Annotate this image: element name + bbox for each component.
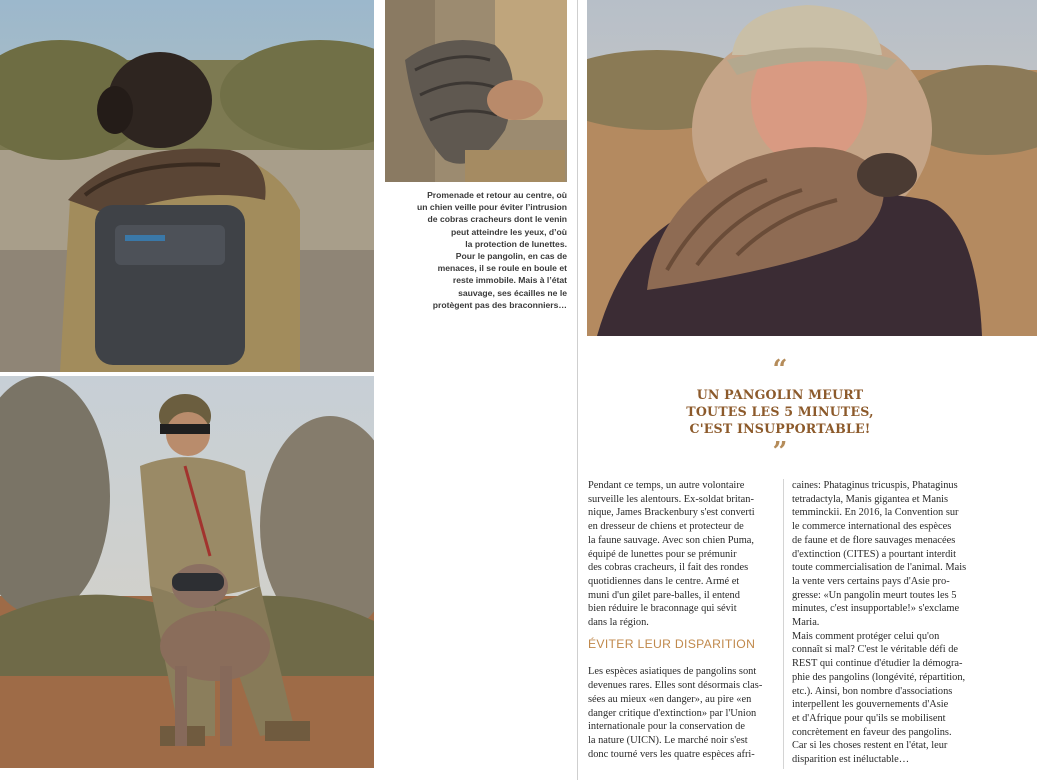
body-line: Les espèces asiatiques de pangolins sont [588,666,757,678]
body-line: nique, James Brackenbury s'est converti [588,507,755,519]
body-line: équipé de lunettes pour se prémunir [588,548,737,560]
body-line: et d'Afrique pour qu'ils se mobilisent [792,712,946,724]
body-line: dans la région. [588,617,649,629]
caption-line: sauvage, ses écailles ne le [458,287,567,298]
close-quote-mark: ” [772,437,788,467]
body-line: caines: Phataginus tricuspis, Phataginus [792,480,958,491]
body-line: temminckii. En 2016, la Convention sur [792,507,959,519]
body-line: muni d'un gilet pare-balles, il entend [588,589,740,601]
caption-line: peut atteindre les yeux, d’où [450,226,567,237]
body-line: Car si les choses restent en l'état, leur [792,740,948,752]
body-line: Mais comment protéger celui qu'on [792,630,940,642]
body-line: concrètement en faveur des pangolins. [792,726,952,738]
article-column-right [792,479,979,767]
column-separator [783,479,784,769]
article-column-left [588,479,780,761]
body-line: Maria. [792,617,820,629]
body-line: donc tourné vers les quatre espèces afri- [588,748,755,760]
caption-line: de cobras cracheurs dont le venin [427,214,567,225]
body-line: sées au mieux «en danger», au pire «en [588,693,752,705]
caption-line: un chien veille pour éviter l’intrusion [417,202,567,213]
body-line: la faune sauvage. Avec son chien Puma, [588,534,755,546]
body-line: surveille les alentours. Ex-soldat britan- [588,493,754,505]
body-line: toute commercialisation de l'animal. Mais [792,562,967,574]
photo-woman-with-pangolin [587,0,1037,336]
body-line: etc.). Ainsi, bon nombre d'associations [792,685,953,697]
photo-person-carrying-pangolin [0,0,374,372]
caption-line: Promenade et retour au centre, où [427,190,567,200]
body-line: de faune et de flore sauvages menacées [792,534,956,546]
body-line: minutes, c'est insupportable!» s'exclame [792,603,960,615]
pull-quote-line: TOUTES LES 5 MINUTES, [686,404,874,419]
body-line: des cobras cracheurs, il fait des rondes [588,562,749,574]
body-line: tetradactyla, Manis gigantea et Manis [792,493,949,505]
photo-hands-holding-pangolin [385,0,567,182]
body-line: devenues rares. Elles sont désormais clas- [588,680,763,692]
body-line: interpellent les gouvernements d'Asie [792,699,949,711]
pull-quote-line: UN PANGOLIN MEURT [696,387,864,402]
body-line: connaît si mal? C'est le véritable défi de [792,644,959,656]
body-line: d'extinction (CITES) a pourtant interdit [792,548,957,560]
body-line: disparition est inéluctable… [792,754,910,766]
body-line: Pendant ce temps, un autre volontaire [588,480,745,491]
caption-line: reste immobile. Mais à l’état [452,275,567,286]
open-quote-mark: “ [772,355,788,385]
body-line: danger critique d'extinction» par l'Union [588,707,757,719]
body-line: la vente vers certains pays d'Asie pro- [792,575,950,587]
body-line: internationale pour la conservation de [588,721,745,733]
caption-line: protègent pas des braconniers… [432,299,567,310]
body-line: la nature (UICN). Le marché noir s'est [588,734,748,746]
caption-line: Pour le pangolin, en cas de [455,251,567,262]
section-heading: ÉVITER LEUR DISPARITION [588,636,756,651]
caption-line: la protection de lunettes. [465,238,567,249]
body-line: phie des pangolins (longévité, répartition, [792,671,966,683]
page-divider [577,0,578,780]
photo-caption [395,189,567,311]
photo-soldier-with-dog [0,376,374,768]
body-line: en dresseur de chiens et protecteur de [588,521,744,533]
pull-quote [660,355,900,467]
body-line: REST qui continue d'étudier la démogra- [792,658,963,670]
pull-quote-text [660,386,900,437]
body-line: quotidiennes dans le centre. Armé et [588,575,740,587]
body-line: bien réduire le braconnage qui sévit [588,603,737,615]
caption-line: menaces, il se roule en boule et [437,263,567,274]
pull-quote-line: C'EST INSUPPORTABLE! [689,421,871,436]
body-line: gresse: «Un pangolin meurt toutes les 5 [792,589,957,601]
body-line: le commerce international des espèces [792,521,952,533]
